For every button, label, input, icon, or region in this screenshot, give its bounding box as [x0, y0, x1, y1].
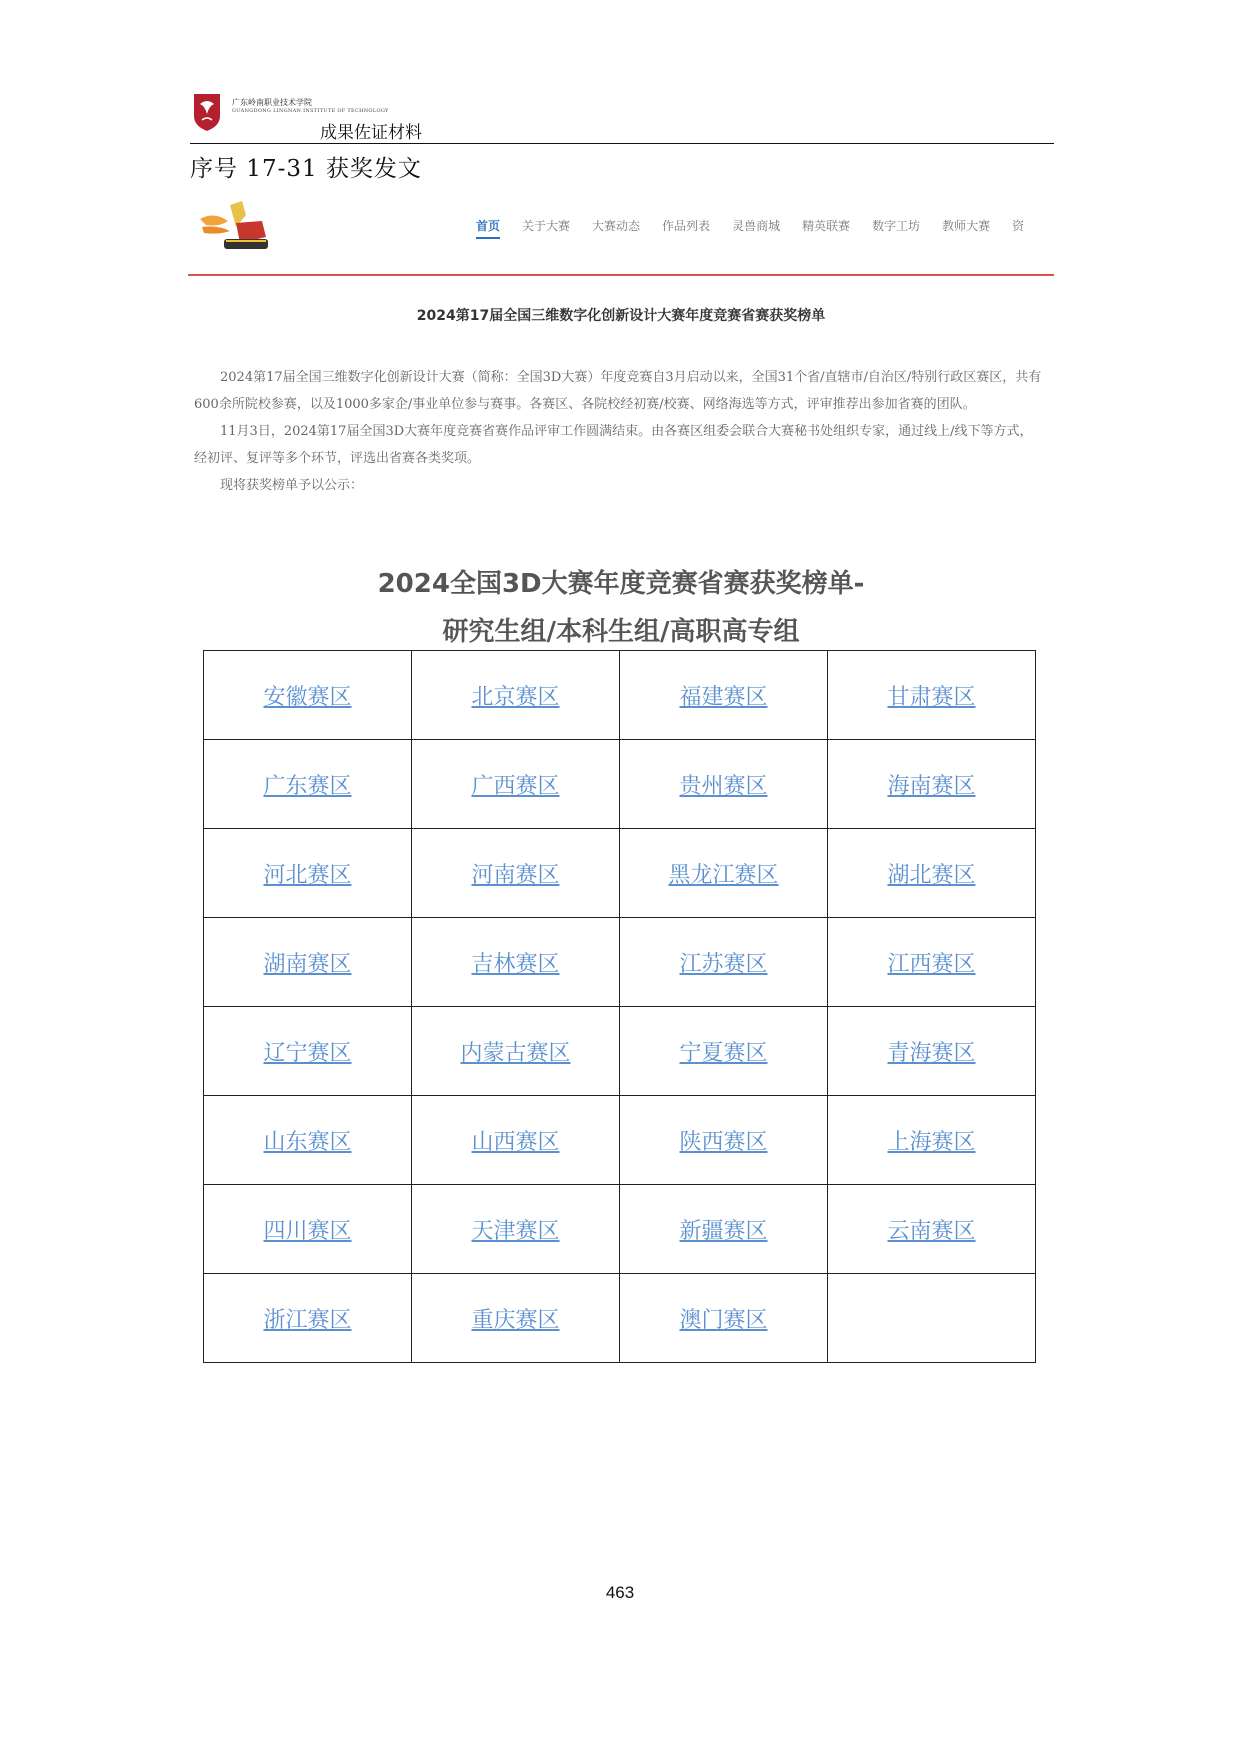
nav-item[interactable]: 精英联赛: [802, 219, 851, 233]
sequence-title: 序号 17-31 获奖发文: [190, 156, 422, 182]
table-cell: [828, 1007, 1036, 1096]
region-link[interactable]: 重庆赛区: [471, 1307, 560, 1333]
table-cell: [828, 1274, 1036, 1363]
table-cell: [204, 1096, 412, 1185]
table-cell: [620, 1096, 828, 1185]
table-cell: [204, 829, 412, 918]
doc-label: 成果佐证材料: [320, 123, 422, 143]
table-cell: [620, 1007, 828, 1096]
region-link[interactable]: 山西赛区: [471, 1129, 560, 1155]
notice-paragraph: 2024第17届全国三维数字化创新设计大赛（简称：全国3D大赛）年度竞赛自3月启动以来，全国31个省/直辖市/自治区/特别行政区赛区，共有600余所院校参赛，以及1000多家企/事业单位参与赛事。各赛区、各院校经初赛/校赛、网络海选等方式，评审推荐出参加省赛的团队。: [194, 370, 1042, 412]
table-cell: [412, 1007, 620, 1096]
nav-item[interactable]: 关于大赛: [522, 219, 571, 233]
region-link[interactable]: 河北赛区: [263, 862, 352, 888]
region-link[interactable]: 陕西赛区: [679, 1129, 768, 1155]
region-link[interactable]: 福建赛区: [679, 684, 768, 710]
table-cell: [620, 651, 828, 740]
notice-title: 2024第17届全国三维数字化创新设计大赛年度竞赛省赛获奖榜单: [416, 308, 826, 324]
region-link[interactable]: 海南赛区: [887, 773, 976, 799]
table-row: [204, 1096, 1036, 1185]
table-cell: [412, 1274, 620, 1363]
table-cell: [620, 740, 828, 829]
table-cell: [412, 1185, 620, 1274]
table-cell: [412, 651, 620, 740]
region-link[interactable]: 上海赛区: [887, 1129, 976, 1155]
region-link[interactable]: 青海赛区: [887, 1040, 976, 1066]
notice-body: [194, 364, 1044, 499]
site-header-divider: [188, 274, 1054, 276]
ranking-title-line1: 2024全国3D大赛年度竞赛省赛获奖榜单-: [377, 569, 865, 599]
region-link[interactable]: 江西赛区: [887, 951, 976, 977]
table-row: [204, 740, 1036, 829]
table-cell: [620, 829, 828, 918]
table-cell: [412, 1096, 620, 1185]
table-row: [204, 1185, 1036, 1274]
region-link[interactable]: 新疆赛区: [679, 1218, 768, 1244]
table-row: [204, 651, 1036, 740]
notice-paragraph: 11月3日，2024第17届全国3D大赛年度竞赛省赛作品评审工作圆满结束。由各赛区组委会联合大赛秘书处组织专家，通过线上/线下等方式，经初评、复评等多个环节，评选出省赛各类奖项。: [194, 424, 1033, 466]
contest-logo-icon: [196, 197, 276, 253]
region-link[interactable]: 黑龙江赛区: [668, 862, 779, 888]
header-divider: [190, 143, 1054, 144]
nav-item[interactable]: 首页: [476, 217, 500, 239]
nav-item[interactable]: 大赛动态: [592, 219, 641, 233]
table-cell: [828, 918, 1036, 1007]
region-link[interactable]: 山东赛区: [263, 1129, 352, 1155]
table-cell: [620, 918, 828, 1007]
table-cell: [620, 1185, 828, 1274]
region-link[interactable]: 四川赛区: [263, 1218, 352, 1244]
region-link[interactable]: 广东赛区: [263, 773, 352, 799]
region-link[interactable]: 澳门赛区: [679, 1307, 768, 1333]
document-header: [192, 88, 1054, 144]
school-name: 广东岭南职业技术学院: [232, 98, 312, 107]
region-link[interactable]: 湖南赛区: [263, 951, 352, 977]
site-header: [188, 193, 1054, 275]
table-cell: [204, 740, 412, 829]
table-cell: [828, 651, 1036, 740]
notice-paragraph: 现将获奖榜单予以公示：: [220, 478, 364, 493]
region-link[interactable]: 甘肃赛区: [887, 684, 976, 710]
table-cell: [412, 740, 620, 829]
region-link[interactable]: 安徽赛区: [263, 684, 352, 710]
table-cell: [204, 1274, 412, 1363]
nav-item[interactable]: 资: [1012, 219, 1025, 233]
table-cell: [828, 740, 1036, 829]
table-row: [204, 829, 1036, 918]
table-cell: [204, 1185, 412, 1274]
site-nav: [476, 217, 1046, 239]
ranking-title: [188, 560, 1054, 656]
region-link[interactable]: 天津赛区: [471, 1218, 560, 1244]
region-link[interactable]: 浙江赛区: [263, 1307, 352, 1333]
table-cell: [828, 829, 1036, 918]
region-link[interactable]: 贵州赛区: [679, 773, 768, 799]
region-link[interactable]: 宁夏赛区: [679, 1040, 768, 1066]
nav-item[interactable]: 教师大赛: [942, 219, 991, 233]
region-link[interactable]: 云南赛区: [887, 1218, 976, 1244]
region-table: [203, 650, 1036, 1363]
school-name-en: GUANGDONG LINGNAN INSTITUTE OF TECHNOLOGY: [232, 108, 389, 114]
region-link[interactable]: 湖北赛区: [887, 862, 976, 888]
page-number: 463: [605, 1583, 635, 1602]
region-link[interactable]: 河南赛区: [471, 862, 560, 888]
nav-item[interactable]: 数字工坊: [872, 219, 921, 233]
ranking-title-line2: 研究生组/本科生组/高职高专组: [442, 617, 800, 647]
table-cell: [412, 918, 620, 1007]
region-link[interactable]: 江苏赛区: [679, 951, 768, 977]
table-row: [204, 1007, 1036, 1096]
table-cell: [828, 1096, 1036, 1185]
table-cell: [412, 829, 620, 918]
region-link[interactable]: 广西赛区: [471, 773, 560, 799]
table-cell: [204, 1007, 412, 1096]
region-link[interactable]: 吉林赛区: [471, 951, 560, 977]
nav-item[interactable]: 作品列表: [662, 219, 711, 233]
table-cell: [828, 1185, 1036, 1274]
school-logo-icon: [192, 92, 222, 132]
region-link[interactable]: 内蒙古赛区: [460, 1040, 571, 1066]
table-row: [204, 918, 1036, 1007]
nav-item[interactable]: 灵兽商城: [732, 219, 781, 233]
region-link[interactable]: 北京赛区: [471, 684, 560, 710]
region-link[interactable]: 辽宁赛区: [263, 1040, 352, 1066]
table-cell: [204, 651, 412, 740]
table-row: [204, 1274, 1036, 1363]
table-cell: [204, 918, 412, 1007]
table-cell: [620, 1274, 828, 1363]
